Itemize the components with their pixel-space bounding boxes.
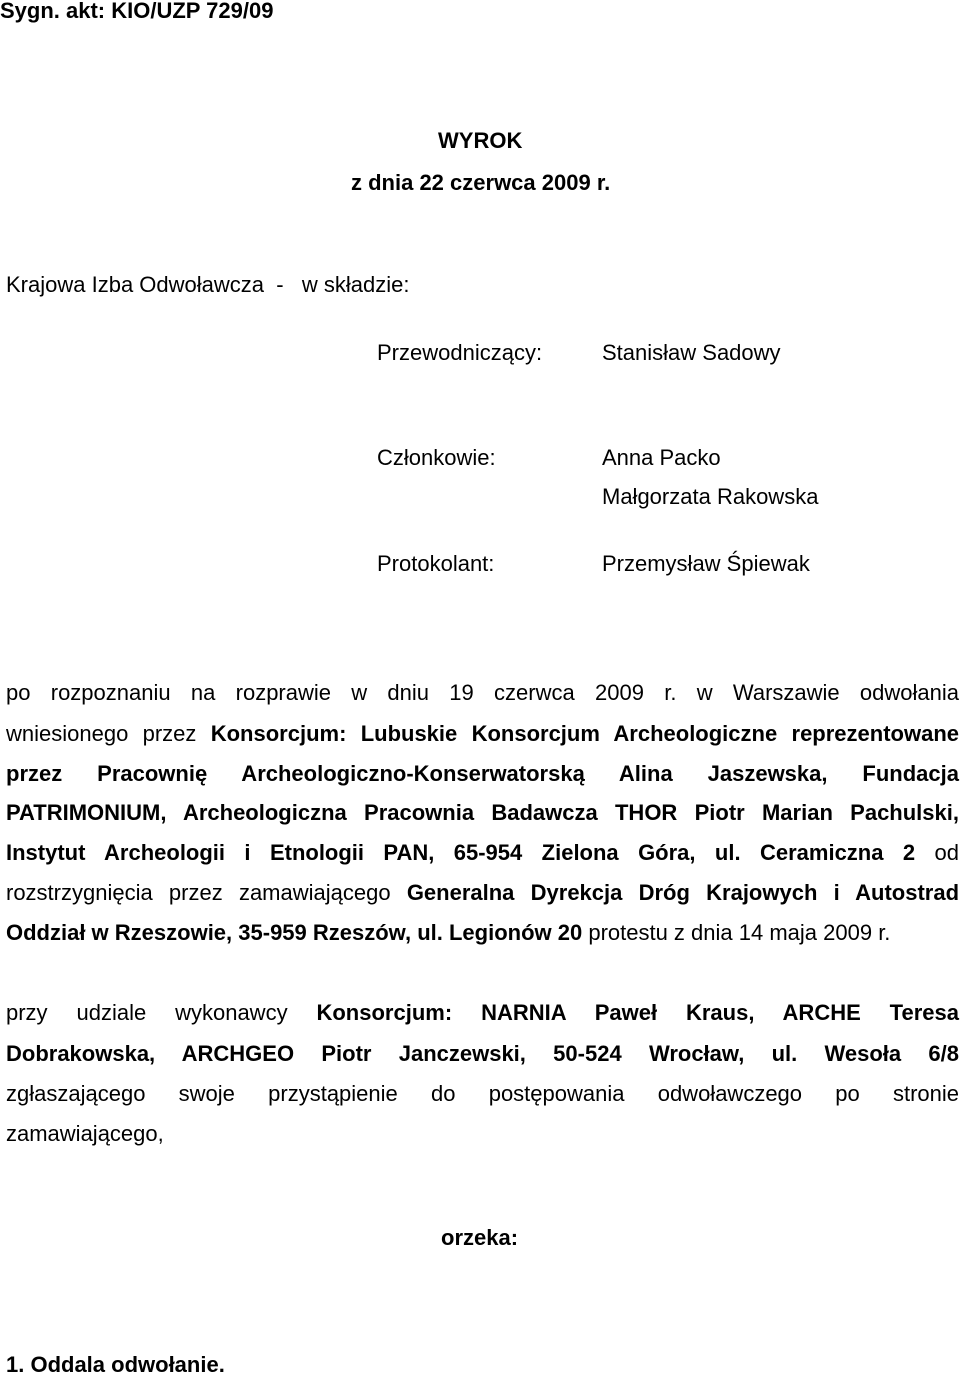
verdict-orzeka: orzeka: xyxy=(441,1225,519,1250)
clerk-label: Protokolant: xyxy=(377,551,495,576)
verdict-date: z dnia 22 czerwca 2009 r. xyxy=(351,170,611,195)
verdict-point-1: 1. Oddala odwołanie. xyxy=(6,1352,225,1377)
member-name-1: Anna Packo xyxy=(602,445,721,470)
verdict-title: WYROK xyxy=(438,128,523,153)
paragraph1-line3: przez Pracownię Archeologiczno-Konserwatorską Alina Jaszewska, Fundacja xyxy=(6,761,959,786)
paragraph1-line5: Instytut Archeologii i Etnologii PAN, 65-954 Zielona Góra, ul. Ceramiczna 2 od xyxy=(6,840,959,865)
paragraph1-line7: Oddział w Rzeszowie, 35-959 Rzeszów, ul. Legionów 20 protestu z dnia 14 maja 2009 r. xyxy=(6,920,891,945)
paragraph1-line2: wniesionego przez Konsorcjum: Lubuskie Konsorcjum Archeologiczne reprezentowane xyxy=(6,721,959,746)
case-signature: Sygn. akt: KIO/UZP 729/09 xyxy=(0,0,274,23)
clerk-name: Przemysław Śpiewak xyxy=(602,551,810,576)
paragraph1-line6: rozstrzygnięcia przez zamawiającego Generalna Dyrekcja Dróg Krajowych i Autostrad xyxy=(6,880,960,905)
chair-label: Przewodniczący: xyxy=(377,340,543,365)
panel-intro: Krajowa Izba Odwoławcza - w składzie: xyxy=(6,272,410,297)
paragraph2-line1: przy udziale wykonawcy Konsorcjum: NARNIA Paweł Kraus, ARCHE Teresa xyxy=(6,1000,959,1025)
paragraph1-line1: po rozpoznaniu na rozprawie w dniu 19 czerwca 2009 r. w Warszawie odwołania xyxy=(6,680,959,705)
members-label: Członkowie: xyxy=(377,445,496,470)
paragraph2-line2: Dobrakowska, ARCHGEO Piotr Janczewski, 50-524 Wrocław, ul. Wesoła 6/8 xyxy=(6,1041,959,1066)
member-name-2: Małgorzata Rakowska xyxy=(602,484,819,509)
paragraph1-line4: PATRIMONIUM, Archeologiczna Pracownia Badawcza THOR Piotr Marian Pachulski, xyxy=(6,800,959,825)
paragraph2-line4: zamawiającego, xyxy=(6,1121,164,1146)
paragraph2-line3: zgłaszającego swoje przystąpienie do postępowania odwoławczego po stronie xyxy=(6,1081,959,1106)
chair-name: Stanisław Sadowy xyxy=(602,340,781,365)
